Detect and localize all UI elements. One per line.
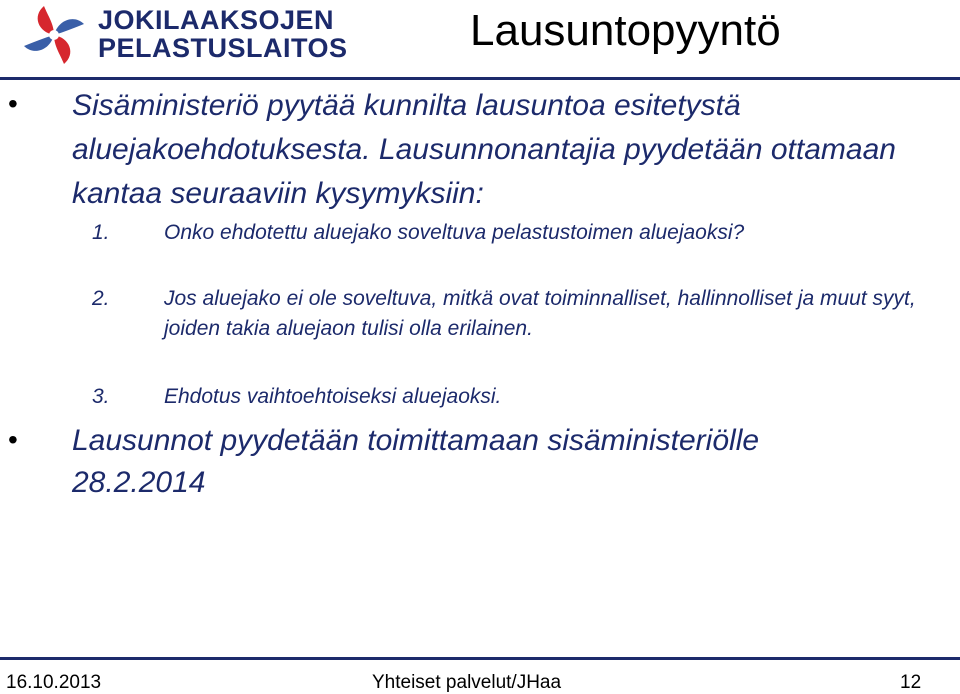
page-number: 12 xyxy=(900,672,922,693)
organization-logo xyxy=(18,2,348,68)
question-text: Ehdotus vaihtoehtoiseksi aluejaoksi. xyxy=(164,385,502,408)
question-item xyxy=(92,284,952,344)
footer-center-text: Yhteiset palvelut/JHaa xyxy=(372,672,562,693)
bullet-dot: • xyxy=(8,88,18,119)
intro-paragraph: Sisäministeriö pyytää kunnilta lausuntoa esitetystä aluejakoehdotuksesta. Lausunnonantajia pyydetään ottamaan kantaa seuraaviin kysymyksiin: xyxy=(72,89,896,210)
question-text: Onko ehdotettu aluejako soveltuva pelastustoimen aluejaoksi? xyxy=(164,221,745,244)
question-number: 2. xyxy=(92,287,110,310)
logo-line-1: JOKILAAKSOJEN xyxy=(98,5,335,35)
footer-divider xyxy=(0,657,960,660)
footer-date: 16.10.2013 xyxy=(6,672,102,693)
header-divider xyxy=(0,77,960,80)
logo-line-2: PELASTUSLAITOS xyxy=(98,33,348,63)
question-item xyxy=(92,218,952,248)
question-text: Jos aluejako ei ole soveltuva, mitkä ovat toiminnalliset, hallinnolliset ja muut syyt, joiden takia aluejaon tulisi olla erilainen. xyxy=(164,287,916,340)
question-number: 3. xyxy=(92,385,110,408)
deadline-paragraph: Lausunnot pyydetään toimittamaan sisäministeriölle 28.2.2014 xyxy=(72,424,760,499)
pinwheel-logo-icon xyxy=(18,2,90,68)
question-number: 1. xyxy=(92,221,110,244)
bullet-dot: • xyxy=(8,424,18,455)
question-item xyxy=(92,382,952,412)
logo-wordmark xyxy=(98,6,348,62)
slide-title: Lausuntopyyntö xyxy=(470,6,781,55)
